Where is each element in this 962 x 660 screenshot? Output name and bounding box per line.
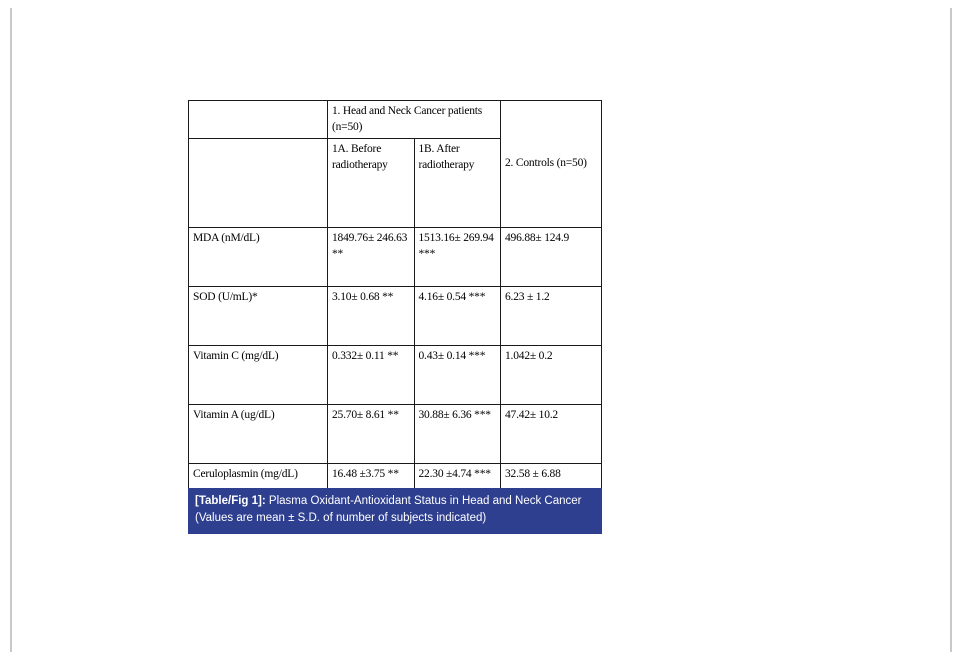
header-before-radiotherapy: 1A. Before radiotherapy bbox=[328, 139, 415, 228]
cell-mda-after: 1513.16± 269.94 *** bbox=[414, 228, 501, 287]
cell-sod-after: 4.16± 0.54 *** bbox=[414, 287, 501, 346]
cell-ceruloplasmin-before: 16.48 ±3.75 ** bbox=[328, 464, 415, 523]
header-controls: 2. Controls (n=50) bbox=[501, 101, 602, 228]
cell-ceruloplasmin-controls: 32.58 ± 6.88 bbox=[501, 464, 602, 523]
header-rowlabel-blank bbox=[189, 139, 328, 228]
cell-vitamin-a-controls: 47.42± 10.2 bbox=[501, 405, 602, 464]
page-frame bbox=[10, 8, 952, 652]
row-label-mda: MDA (nM/dL) bbox=[189, 228, 328, 287]
table-container bbox=[188, 100, 602, 523]
row-label-vitamin-a: Vitamin A (ug/dL) bbox=[189, 405, 328, 464]
header-corner-blank bbox=[189, 101, 328, 139]
table-header-row-group bbox=[189, 101, 602, 139]
caption-text: Plasma Oxidant-Antioxidant Status in Head and Neck Cancer (Values are mean ± S.D. of number of subjects indicated) bbox=[195, 495, 582, 525]
table-row bbox=[189, 405, 602, 464]
cell-vitamin-c-before: 0.332± 0.11 ** bbox=[328, 346, 415, 405]
caption-tag: [Table/Fig 1]: bbox=[195, 495, 266, 507]
cell-mda-before: 1849.76± 246.63 ** bbox=[328, 228, 415, 287]
cell-mda-controls: 496.88± 124.9 bbox=[501, 228, 602, 287]
cell-vitamin-a-before: 25.70± 8.61 ** bbox=[328, 405, 415, 464]
row-label-sod: SOD (U/mL)* bbox=[189, 287, 328, 346]
cell-vitamin-c-controls: 1.042± 0.2 bbox=[501, 346, 602, 405]
table-caption bbox=[188, 488, 602, 534]
cell-sod-controls: 6.23 ± 1.2 bbox=[501, 287, 602, 346]
row-label-ceruloplasmin: Ceruloplasmin (mg/dL) bbox=[189, 464, 328, 523]
header-group-cancer-patients: 1. Head and Neck Cancer patients (n=50) bbox=[328, 101, 501, 139]
cell-ceruloplasmin-after: 22.30 ±4.74 *** bbox=[414, 464, 501, 523]
table-row bbox=[189, 346, 602, 405]
row-label-vitamin-c: Vitamin C (mg/dL) bbox=[189, 346, 328, 405]
cell-sod-before: 3.10± 0.68 ** bbox=[328, 287, 415, 346]
table-row bbox=[189, 228, 602, 287]
cell-vitamin-c-after: 0.43± 0.14 *** bbox=[414, 346, 501, 405]
table-row bbox=[189, 287, 602, 346]
plasma-status-table bbox=[188, 100, 602, 523]
cell-vitamin-a-after: 30.88± 6.36 *** bbox=[414, 405, 501, 464]
header-after-radiotherapy: 1B. After radiotherapy bbox=[414, 139, 501, 228]
